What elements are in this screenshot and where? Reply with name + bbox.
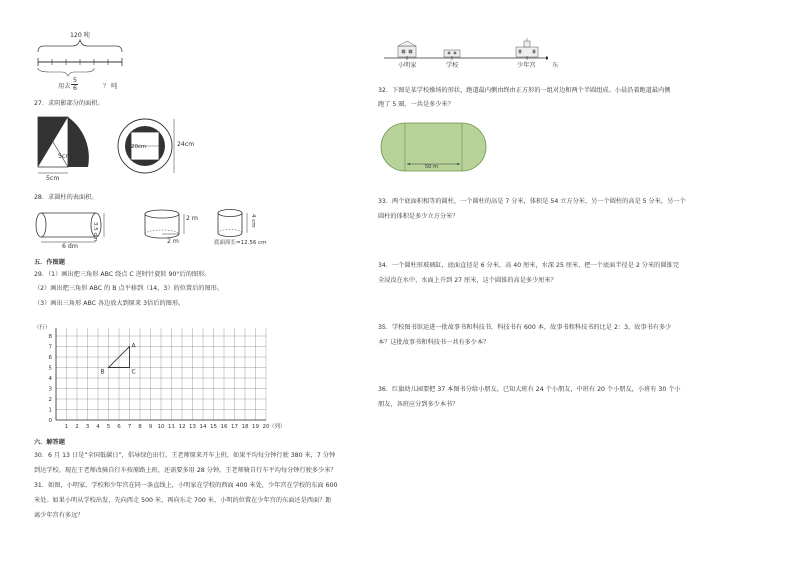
x-tick-label: 11 [168,424,175,430]
q28-cyl3-height-label: 4 cm [250,214,256,228]
map-palace-label: 少年宫 [517,62,536,69]
x-tick-label: 14 [199,424,207,430]
x-tick-label: 9 [148,424,153,430]
home-icon [398,41,416,57]
q28-cylinder-squat [142,208,188,244]
q28-cyl2-diameter-label: 2 m [167,238,179,245]
section-5-title: 五．作图题 [34,259,65,266]
fraction-unknown-label: ？ 吨 [103,83,118,90]
y-tick-label: 6 [48,355,52,361]
q28-cyl1-diameter-label: 3.5 dm [92,222,98,242]
x-tick-label: 10 [157,424,165,430]
q32-line-1: 32．下图是某学校操场的形状，跑道最内侧由终由正方形的一组对边和两个半圆组成。小晨沿着跑道最内侧 [378,87,671,94]
q31-line-1: 31．如图，小明家、学校和少年宫在同一条直线上，小明家在学校的西面 400 米处，少年宫在学校的东面 600 [34,482,338,489]
x-tick-label: 3 [85,424,90,430]
q36-line-1: 36．红旗幼儿园要把 37 本图书分给小朋友。已知大班有 24 个小朋友，中班有 20 个小朋友，小班有 30 个小 [378,386,681,393]
q28-cyl2-height-label: 2 m [186,215,198,222]
y-tick-label: 3 [48,386,52,393]
x-tick-label: 4 [96,424,100,430]
q30-line-2: 到达学校。现在王老师改骑自行车按原路上班，还需要多用 28 分钟。王老师骑自行车平均每分钟行驶多少米？ [34,467,337,474]
youth-palace-icon [516,38,538,57]
map-home-label: 小明家 [398,62,417,69]
x-tick-label: 7 [127,424,132,430]
x-tick-label: 18 [241,424,249,430]
x-tick-label: 12 [178,424,186,430]
q34-line-2: 全浸没在水中，水面上升到 27 厘米，这个圆锥的高是多少厘米？ [378,277,557,284]
q27-text: 27．求阴影部分的面积。 [34,100,104,107]
x-axis-label: （列） [269,424,286,430]
q34-line-1: 34．一个圆柱形玻璃缸，底面直径是 6 分米，高 40 厘米，水深 25 厘米，把一个底面半径是 2 分米的圆锥完 [378,262,679,269]
x-tick-label: 16 [220,424,228,430]
y-tick-label: 4 [48,376,52,382]
x-tick-label: 19 [252,424,259,430]
x-tick-label: 5 [106,424,111,430]
y-tick-label [49,328,53,330]
y-tick-label: 5 [48,365,52,372]
x-tick-label: 2 [75,424,79,430]
fraction-used-prefix: 用去 [58,83,71,90]
map-school-label: 学校 [446,62,459,69]
x-tick-label: 20 [262,424,270,430]
y-tick-label: 8 [48,334,52,340]
q32-track-length-label: 50 m [425,164,438,170]
q27-fig2-inner-label: 20cm [131,144,147,150]
q36-line-2: 朋友，各班应分到多少本书？ [378,401,459,408]
q28-cyl3-base-label: 底面周长=12.56 cm [214,240,267,246]
y-tick-label: 2 [48,397,52,403]
q29-line-2: （2）画出把三角形 ABC 的 B 点平移到（14，3）的位置后的图形。 [34,285,224,292]
q27-figure-square-quarter-circle [36,115,98,177]
point-b-label: B [100,368,105,376]
map-east-label: 东 [552,62,559,69]
q32-line-2: 跑了 5 圈，一共是多少米？ [378,101,454,108]
q33-line-1: 33．两个底面积相等的圆柱，一个圆柱的高是 7 分米，体积是 54 立方分米，另一个圆柱的高是 5 分米，另一个 [378,198,686,205]
section-6-title: 六．解答题 [34,439,65,446]
coordinate-grid [34,328,294,436]
q30-line-1: 30．6 月 13 日是“全国低碳日”，倡导绿色出行。王老师原来开车上班，如果平均每分钟行驶 380 米，7 分钟 [34,452,336,459]
q27-fig2-outer-label: 24cm [177,141,195,148]
q35-line-2: 本？这批故事书和科技书一共有多少本？ [378,339,490,346]
q33-line-2: 圆柱的体积是多少立方分米？ [378,213,459,220]
x-tick-label: 1 [64,424,69,430]
x-tick-label: 15 [210,424,217,430]
point-a-label: A [131,342,136,350]
point-c-label: C [131,368,136,376]
q31-line-2: 米处。如果小明从学校出发，先向西走 500 米，再向东走 700 米，小明的位置在少年宫的东面还是西面？距 [34,497,332,504]
school-icon [444,50,460,57]
q28-cyl1-length-label: 6 dm [62,243,78,250]
q29-line-3: （3）画出三角形 ABC 各边放大到原来 3倍后的图形。 [34,300,185,307]
y-tick-label: 1 [48,407,52,414]
y-tick-label: 7 [48,344,52,351]
x-tick-label: 17 [231,424,238,430]
q35-line-1: 35．学校图书馆运进一批故事书和科技书，科技书有 600 本，故事书和科技书的比是 2：3，故事书有多少 [378,324,672,331]
q31-line-3: 离少年宫有多远？ [34,512,84,519]
fraction-denominator: 6 [73,85,77,92]
x-tick-label: 13 [189,424,196,430]
q28-text: 28．求圆柱的表面积。 [34,194,98,201]
q29-line-1: 29．（1）画出把三角形 ABC 绕点 C 逆时针旋转 90°后的图形。 [34,271,211,278]
fraction-numerator: 5 [73,77,77,84]
y-tick-label: 0 [48,418,52,424]
x-tick-label: 6 [117,424,121,430]
fraction-total-label: 120 吨 [70,32,90,39]
grid-y-axis-label: （行） [34,325,51,331]
q27-figure-ring [116,117,182,175]
x-tick-label: 8 [138,424,142,430]
q27-fig1-bottom-label: 5cm [46,175,60,182]
q27-fig1-side-label: 5cm [58,153,72,160]
